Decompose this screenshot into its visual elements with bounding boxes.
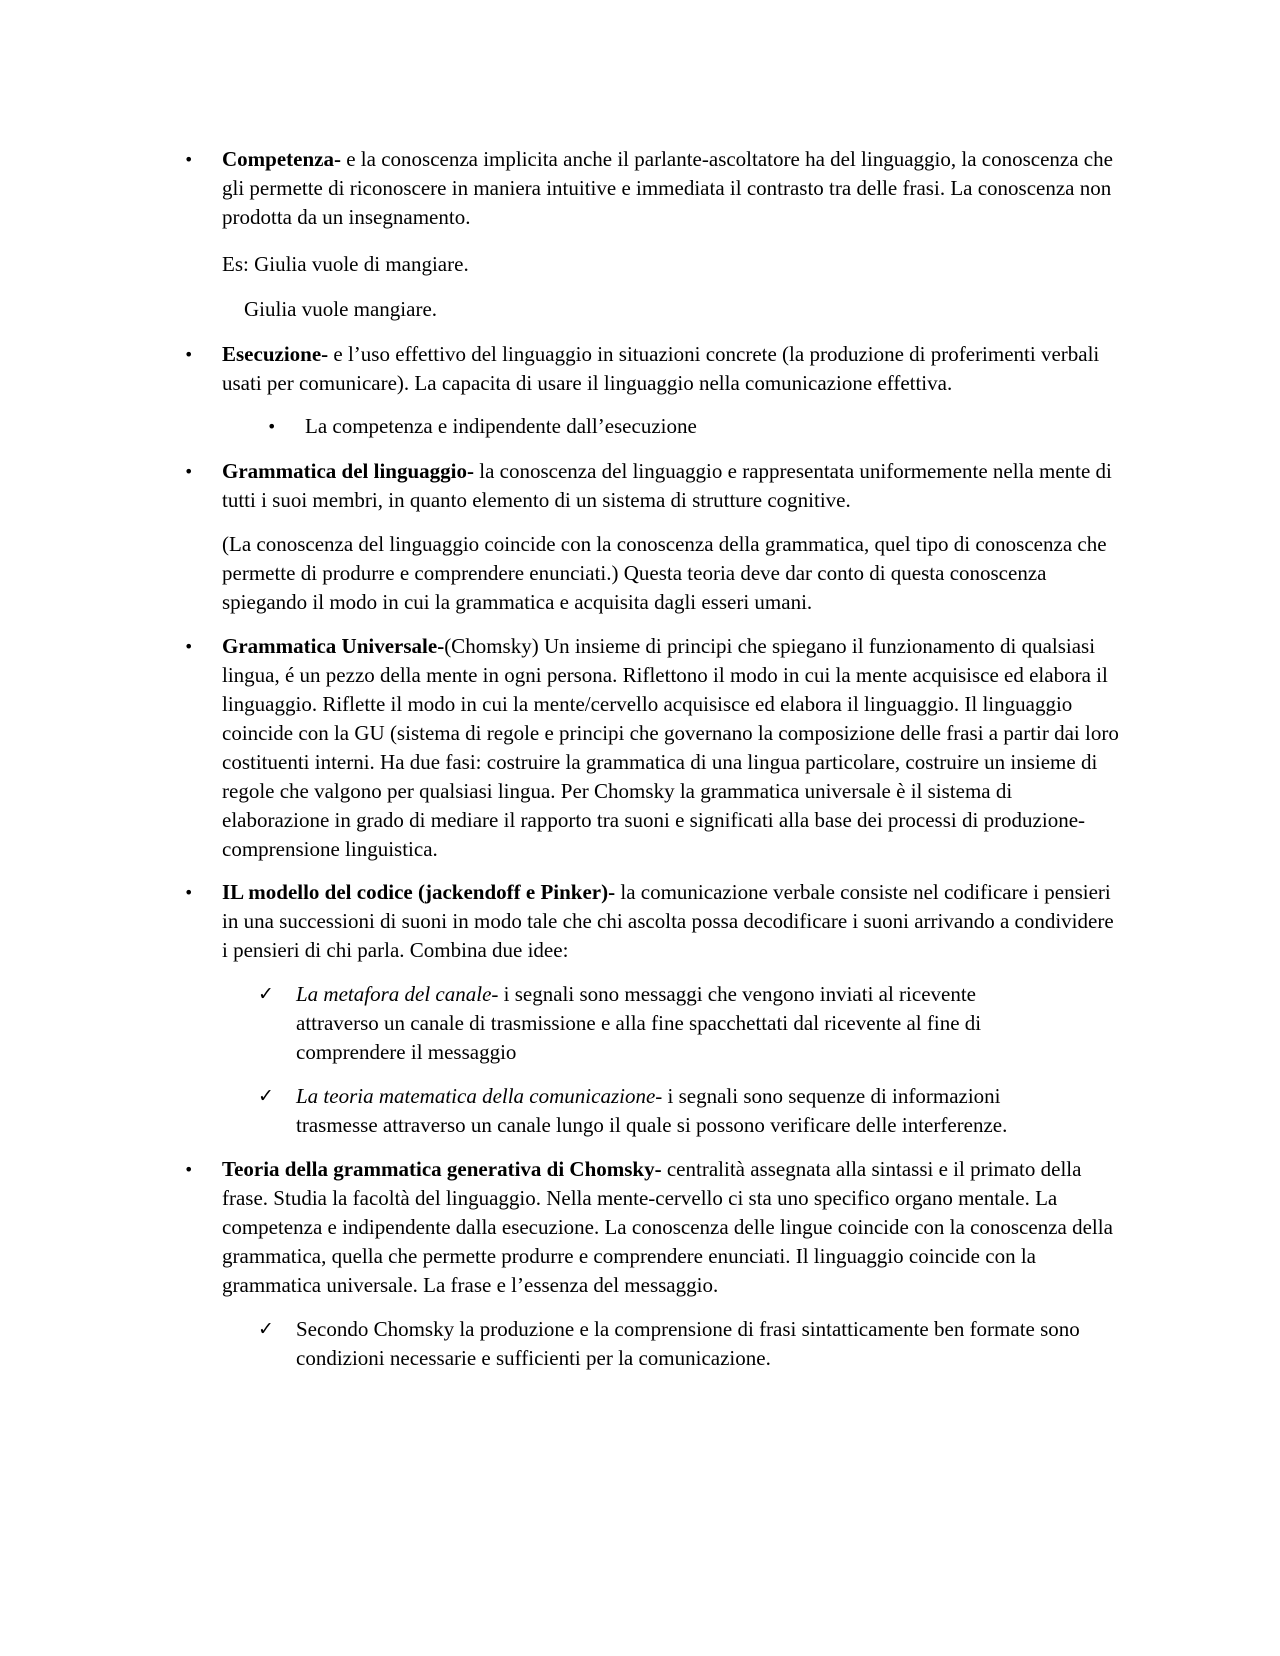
bullet-icon: • — [267, 417, 277, 436]
bullet-icon: • — [184, 462, 194, 481]
check-definition: - i segnali sono messaggi che vengono inviati al ricevente attraverso un canale di trasmissione e alla fine spacchettati dal ricevente al fine di comprendere il messaggio — [296, 982, 982, 1064]
check-text: Secondo Chomsky la produzione e la comprensione di frasi sintatticamente ben formate sono condizioni necessarie e sufficienti per la comunicazione. — [296, 1317, 1080, 1370]
check-icon: ✓ — [258, 1318, 274, 1340]
paragraph — [222, 632, 1122, 864]
check-item — [258, 1315, 1096, 1373]
note-text: (La conoscenza del linguaggio coincide con la conoscenza della grammatica, quel tipo di conoscenza che permette di produrre e comprendere enunciati.) Questa teoria deve dar conto di questa conoscenza spiegando il modo in cui la grammatica e acquisita dagli esseri umani. — [222, 532, 1107, 614]
bullet-icon: • — [184, 883, 194, 902]
paragraph — [222, 878, 1122, 965]
definition: la comunicazione verbale consiste nel codificare i pensieri in una successioni di suoni in modo tale che chi ascolta possa decodificare i suoni arrivando a condividere i pensieri di chi parla. Combina due idee: — [222, 880, 1114, 962]
sub-text: La competenza e indipendente dall’esecuzione — [305, 414, 697, 438]
check-definition: - i segnali sono sequenze di informazioni trasmesse attraverso un canale lungo il quale si possono verificare delle interferenze. — [296, 1084, 1008, 1137]
list-item-grammatica-generativa — [184, 1155, 1122, 1300]
term: Teoria della grammatica generativa di Chomsky- — [222, 1157, 662, 1181]
check-icon: ✓ — [258, 1085, 274, 1107]
paragraph — [222, 145, 1122, 232]
check-icon: ✓ — [258, 983, 274, 1005]
check-item — [258, 1082, 1086, 1140]
term: Grammatica del linguaggio- — [222, 459, 474, 483]
check-text — [296, 1082, 1086, 1140]
term: IL modello del codice (jackendoff e Pinker)- — [222, 880, 616, 904]
bullet-icon: • — [184, 637, 194, 656]
check-item — [258, 980, 1056, 1067]
sub-list-item — [267, 412, 1105, 441]
example-line — [222, 250, 1122, 279]
check-term: La teoria matematica della comunicazione — [296, 1084, 656, 1108]
definition: (Chomsky) Un insieme di principi che spiegano il funzionamento di qualsiasi lingua, é un pezzo della mente in ogni persona. Riflettono il modo in cui la mente acquisisce ed elabora il linguaggio. Riflette il modo in cui la mente/cervello acquisisce ed elabora il linguaggio. Il linguaggio coincide con la GU (sistema di regole e principi che governano la composizione delle frasi a partir dai loro costituenti interni. Ha due fasi: costruire la grammatica di una lingua particolare, costruire un insieme di regole che valgono per qualsiasi lingua. Per Chomsky la grammatica universale è il sistema di elaborazione in grado di mediare il rapporto tra suoni e significati alla base dei processi di produzione-comprensione linguistica. — [222, 634, 1119, 861]
list-item-grammatica-linguaggio — [184, 457, 1122, 515]
list-item-grammatica-universale — [184, 632, 1122, 864]
list-item-esecuzione — [184, 340, 1122, 398]
term: Grammatica Universale- — [222, 634, 445, 658]
bullet-icon: • — [184, 1160, 194, 1179]
definition: e l’uso effettivo del linguaggio in situazioni concrete (la produzione di proferimenti verbali usati per comunicare). La capacita di usare il linguaggio nella comunicazione effettiva. — [222, 342, 1100, 395]
list-item-modello-codice — [184, 878, 1122, 965]
bullet-icon: • — [184, 150, 194, 169]
example-line — [244, 295, 1144, 324]
paragraph — [222, 340, 1122, 398]
list-item-competenza — [184, 145, 1122, 232]
example-text: Es: Giulia vuole di mangiare. — [222, 252, 469, 276]
check-text — [296, 980, 1056, 1067]
paragraph — [222, 1155, 1122, 1300]
term: Competenza- — [222, 147, 341, 171]
example-text: Giulia vuole mangiare. — [244, 297, 438, 321]
check-term: La metafora del canale — [296, 982, 492, 1006]
note-paragraph — [222, 530, 1122, 617]
term: Esecuzione- — [222, 342, 329, 366]
definition: la conoscenza del linguaggio e rappresentata uniformemente nella mente di tutti i suoi membri, in quanto elemento di un sistema di strutture cognitive. — [222, 459, 1112, 512]
definition: e la conoscenza implicita anche il parlante-ascoltatore ha del linguaggio, la conoscenza che gli permette di riconoscere in maniera intuitive e immediata il contrasto tra delle frasi. La conoscenza non prodotta da un insegnamento. — [222, 147, 1113, 229]
paragraph — [222, 457, 1122, 515]
definition: centralità assegnata alla sintassi e il primato della frase. Studia la facoltà del linguaggio. Nella mente-cervello ci sta uno specifico organo mentale. La competenza e indipendente dalla esecuzione. La conoscenza delle lingue coincide con la conoscenza della grammatica, quella che permette produrre e comprendere enunciati. Il linguaggio coincide con la grammatica universale. La frase e l’essenza del messaggio. — [222, 1157, 1113, 1297]
bullet-icon: • — [184, 345, 194, 364]
